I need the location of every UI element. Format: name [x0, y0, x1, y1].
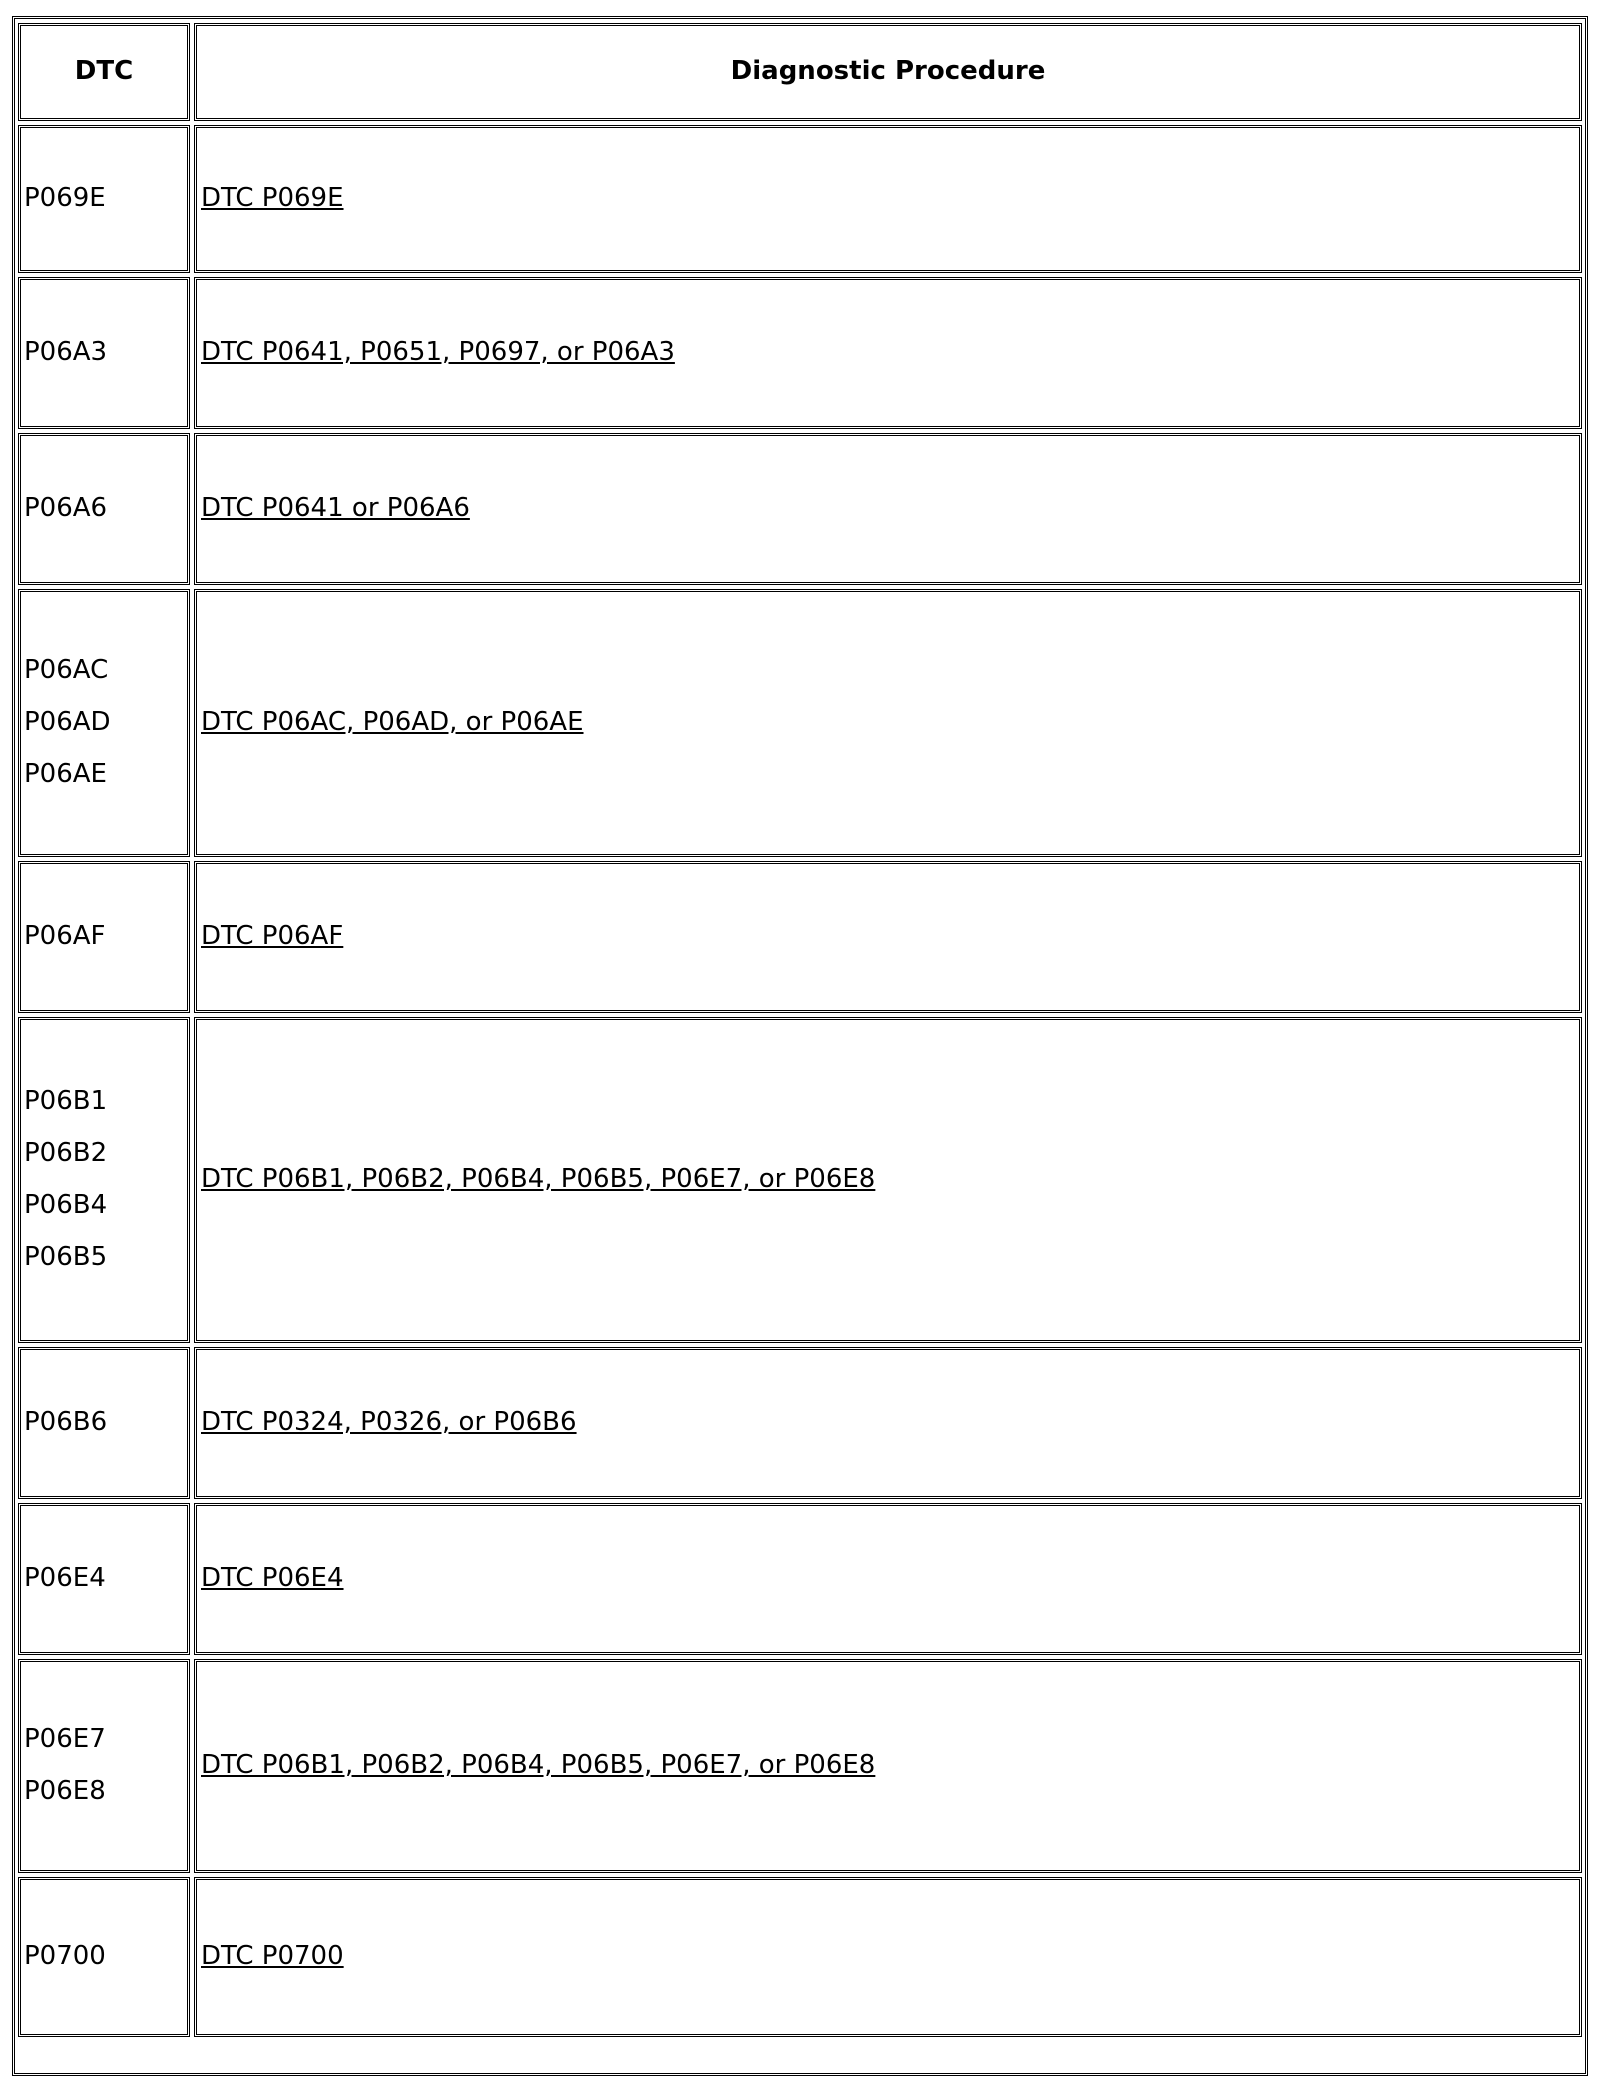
diagnostic-procedure-link[interactable]: DTC P0641 or P06A6	[201, 493, 470, 524]
table-row	[18, 277, 1582, 429]
table-row	[18, 433, 1582, 585]
dtc-code-cell	[18, 277, 190, 429]
table-row	[18, 1503, 1582, 1655]
diagnostic-procedure-link[interactable]: DTC P06E4	[201, 1563, 344, 1594]
dtc-column-header: DTC	[18, 23, 190, 121]
table-row	[18, 125, 1582, 273]
dtc-code-cell	[18, 433, 190, 585]
diagnostic-procedure-cell	[194, 433, 1582, 585]
dtc-code: P06B4	[24, 1190, 108, 1220]
diagnostic-procedure-cell	[194, 1017, 1582, 1343]
dtc-code: P06E4	[24, 1563, 106, 1594]
diagnostic-procedure-link[interactable]: DTC P0641, P0651, P0697, or P06A3	[201, 337, 675, 368]
dtc-code: P06E8	[24, 1776, 106, 1806]
diagnostic-procedure-cell	[194, 1347, 1582, 1499]
dtc-code: P06B2	[24, 1138, 108, 1169]
dtc-code-cell	[18, 1503, 190, 1655]
procedure-column-header: Diagnostic Procedure	[194, 23, 1582, 121]
table-row	[18, 1877, 1582, 2037]
dtc-code-cell	[18, 1877, 190, 2037]
diagnostic-procedure-link[interactable]: DTC P069E	[201, 183, 344, 214]
diagnostic-procedure-cell	[194, 1659, 1582, 1873]
dtc-code: P0700	[24, 1941, 106, 1972]
dtc-table	[14, 19, 1586, 2041]
dtc-code-cell	[18, 1659, 190, 1873]
diagnostic-procedure-cell	[194, 861, 1582, 1013]
dtc-code-cell	[18, 589, 190, 857]
dtc-code: P06B1	[24, 1086, 108, 1117]
diagnostic-procedure-cell	[194, 277, 1582, 429]
dtc-code: P069E	[24, 183, 106, 214]
dtc-code: P06B5	[24, 1241, 108, 1272]
diagnostic-procedure-cell	[194, 589, 1582, 857]
header-row	[18, 23, 1582, 121]
table-row	[18, 589, 1582, 857]
diagnostic-procedure-link[interactable]: DTC P06B1, P06B2, P06B4, P06B5, P06E7, or P06E8	[201, 1164, 876, 1195]
table-row	[18, 861, 1582, 1013]
dtc-code: P06A3	[24, 337, 108, 368]
dtc-code: P06B6	[24, 1407, 108, 1438]
diagnostic-procedure-link[interactable]: DTC P06AF	[201, 921, 344, 952]
dtc-code: P06A6	[24, 493, 108, 524]
dtc-code: P06E7	[24, 1724, 106, 1755]
dtc-code-cell	[18, 125, 190, 273]
dtc-code-cell	[18, 1017, 190, 1343]
diagnostic-procedure-link[interactable]: DTC P0700	[201, 1941, 344, 1972]
dtc-code-cell	[18, 1347, 190, 1499]
diagnostic-procedure-cell	[194, 125, 1582, 273]
table-row	[18, 1017, 1582, 1343]
diagnostic-procedure-link[interactable]: DTC P0324, P0326, or P06B6	[201, 1407, 577, 1438]
dtc-code-cell	[18, 861, 190, 1013]
dtc-code: P06AC	[24, 655, 109, 686]
diagnostic-procedure-link[interactable]: DTC P06AC, P06AD, or P06AE	[201, 707, 584, 738]
dtc-code: P06AE	[24, 758, 107, 789]
dtc-code: P06AD	[24, 707, 111, 738]
table-body	[18, 125, 1582, 2037]
table-row	[18, 1659, 1582, 1873]
diagnostic-procedure-cell	[194, 1503, 1582, 1655]
diagnostic-procedure-cell	[194, 1877, 1582, 2037]
dtc-code: P06AF	[24, 921, 106, 952]
diagnostic-procedure-link[interactable]: DTC P06B1, P06B2, P06B4, P06B5, P06E7, or P06E8	[201, 1750, 876, 1781]
table-row	[18, 1347, 1582, 1499]
